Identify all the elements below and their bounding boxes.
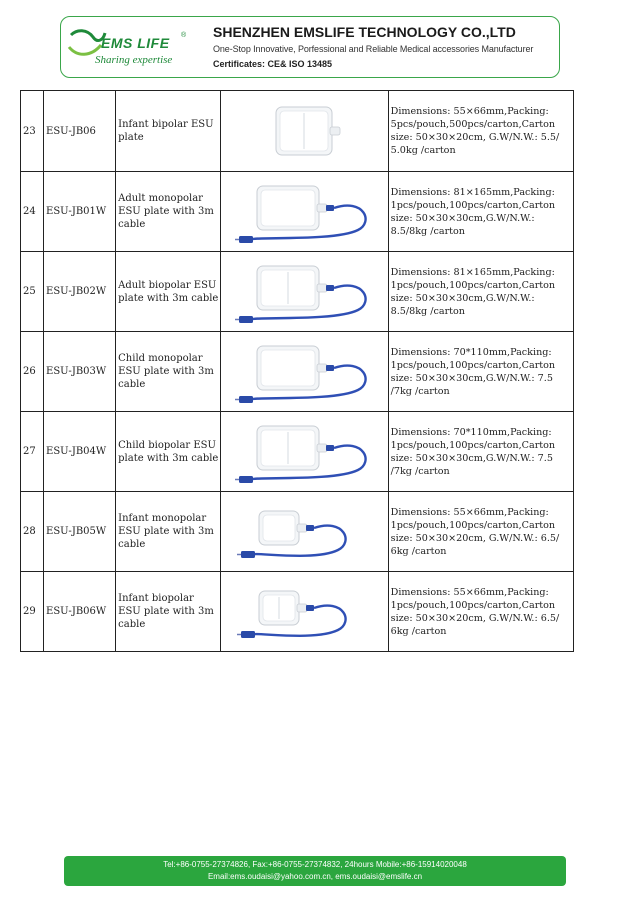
product-code: ESU-JB06W <box>44 572 116 652</box>
product-spec: Dimensions: 81×165mm,Packing: 1pcs/pouch,100pcs/carton,Carton size: 50×30×30cm,G.W/N.W.: 8.5/8kg /carton <box>388 252 573 332</box>
bipolar-plate-with-cable-icon <box>229 417 379 487</box>
product-image <box>221 91 388 172</box>
footer-email-line: Email:ems.oudaisi@yahoo.com.cn, ems.oudaisi@emslife.cn <box>207 872 423 881</box>
row-number: 23 <box>21 91 44 172</box>
table-row <box>21 91 574 172</box>
row-number: 26 <box>21 332 44 412</box>
logo-wordmark: EMS LIFE <box>101 35 170 51</box>
small-monopolar-plate-with-cable-icon <box>229 497 379 567</box>
product-image <box>221 332 388 412</box>
product-name: Child biopolar ESU plate with 3m cable <box>116 412 221 492</box>
product-spec: Dimensions: 70*110mm,Packing: 1pcs/pouch,100pcs/carton,Carton size: 50×30×30cm,G.W/N.W.: 7.5 /7kg /carton <box>388 332 573 412</box>
contact-footer <box>64 856 566 886</box>
product-image <box>221 252 388 332</box>
product-code: ESU-JB06 <box>44 91 116 172</box>
product-spec: Dimensions: 55×66mm,Packing: 5pcs/pouch,500pcs/carton,Carton size: 50×30×20cm, G.W/N.W.: 5.5/ 5.0kg /carton <box>388 91 573 172</box>
monopolar-plate-with-cable-icon <box>229 337 379 407</box>
product-name: Infant monopolar ESU plate with 3m cable <box>116 492 221 572</box>
letterhead <box>60 16 560 78</box>
row-number: 25 <box>21 252 44 332</box>
product-code: ESU-JB01W <box>44 172 116 252</box>
product-code: ESU-JB04W <box>44 412 116 492</box>
table-row <box>21 252 574 332</box>
product-table <box>20 90 574 652</box>
product-code: ESU-JB03W <box>44 332 116 412</box>
table-row <box>21 172 574 252</box>
product-code: ESU-JB02W <box>44 252 116 332</box>
row-number: 29 <box>21 572 44 652</box>
row-number: 27 <box>21 412 44 492</box>
company-name: SHENZHEN EMSLIFE TECHNOLOGY CO.,LTD <box>213 24 516 40</box>
product-name: Child monopolar ESU plate with 3m cable <box>116 332 221 412</box>
product-spec: Dimensions: 55×66mm,Packing: 1pcs/pouch,100pcs/carton,Carton size: 50×30×20cm, G.W/N.W.: 6.5/ 6kg /carton <box>388 492 573 572</box>
product-name: Adult biopolar ESU plate with 3m cable <box>116 252 221 332</box>
table-row <box>21 572 574 652</box>
monopolar-plate-with-cable-icon <box>229 177 379 247</box>
product-code: ESU-JB05W <box>44 492 116 572</box>
logo-tagline: Sharing expertise <box>95 54 173 66</box>
company-subtitle: One-Stop Innovative, Porfessional and Reliable Medical accessories Manufacturer <box>213 44 534 54</box>
table-row <box>21 332 574 412</box>
product-image <box>221 412 388 492</box>
table-row <box>21 492 574 572</box>
company-logo <box>67 23 205 73</box>
product-image <box>221 572 388 652</box>
product-image <box>221 492 388 572</box>
product-name: Adult monopolar ESU plate with 3m cable <box>116 172 221 252</box>
bipolar-plate-with-cable-icon <box>229 257 379 327</box>
product-name: Infant biopolar ESU plate with 3m cable <box>116 572 221 652</box>
bipolar-plate-no-cable-icon <box>229 96 379 166</box>
product-spec: Dimensions: 81×165mm,Packing: 1pcs/pouch,100pcs/carton,Carton size: 50×30×30cm,G.W/N.W.: 8.5/8kg /carton <box>388 172 573 252</box>
product-name: Infant bipolar ESU plate <box>116 91 221 172</box>
product-image <box>221 172 388 252</box>
row-number: 28 <box>21 492 44 572</box>
table-row <box>21 412 574 492</box>
product-spec: Dimensions: 70*110mm,Packing: 1pcs/pouch,100pcs/carton,Carton size: 50×30×30cm,G.W/N.W.: 7.5 /7kg /carton <box>388 412 573 492</box>
row-number: 24 <box>21 172 44 252</box>
footer-phone-line: Tel:+86-0755-27374826, Fax:+86-0755-27374832, 24hours Mobile:+86-15914020048 <box>163 860 467 869</box>
product-spec: Dimensions: 55×66mm,Packing: 1pcs/pouch,100pcs/carton,Carton size: 50×30×20cm, G.W/N.W.: 6.5/ 6kg /carton <box>388 572 573 652</box>
registered-mark: ® <box>181 32 187 39</box>
small-bipolar-plate-with-cable-icon <box>229 577 379 647</box>
certificates: Certificates: CE& ISO 13485 <box>213 59 333 69</box>
